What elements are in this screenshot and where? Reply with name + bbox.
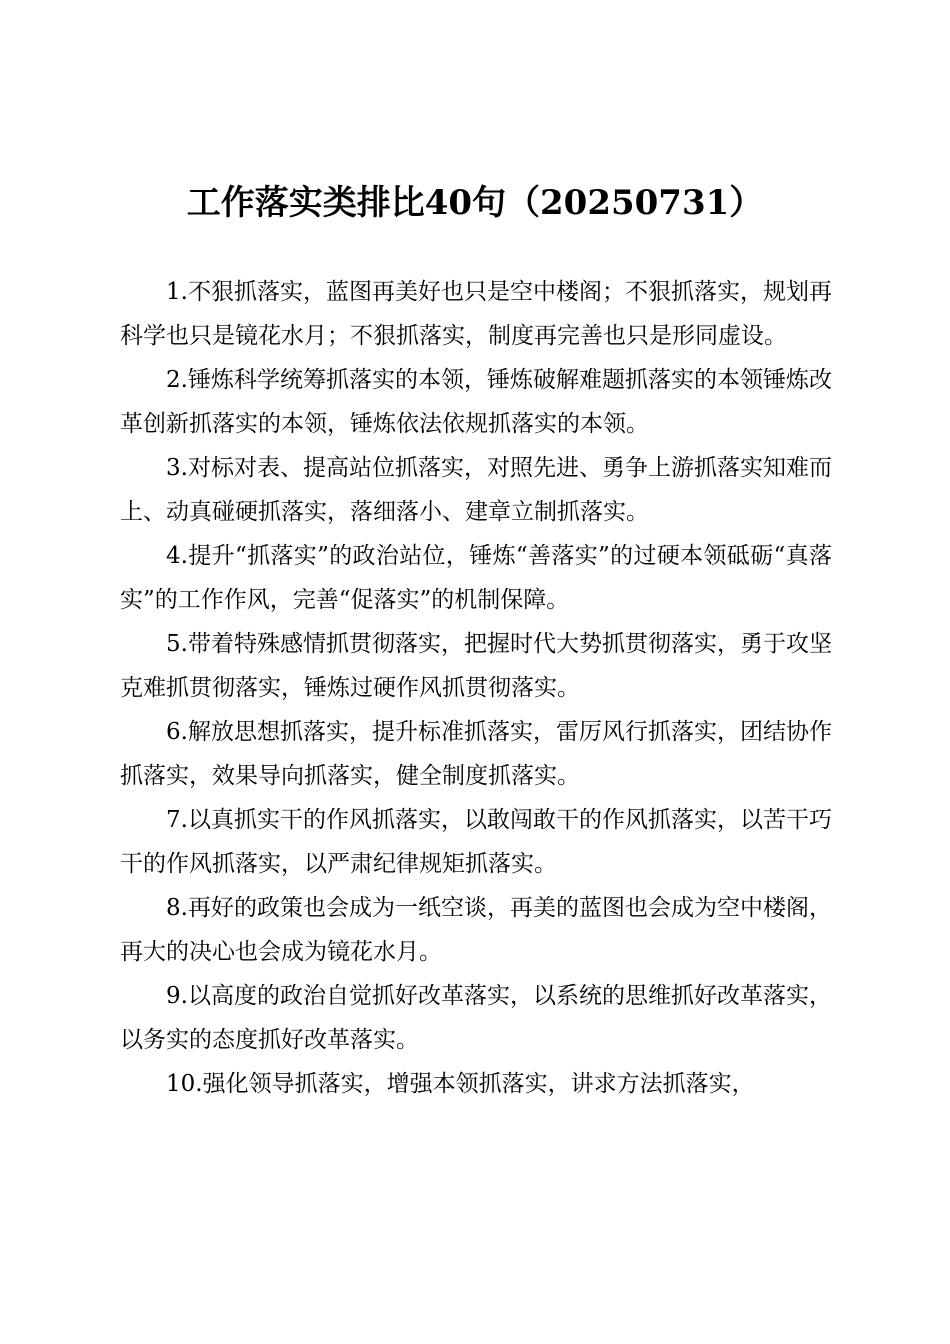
paragraph-3: 3.对标对表、提高站位抓落实，对照先进、勇争上游抓落实知难而上、动真碰硬抓落实，落细落小、建章立制抓落实。 [120,455,832,525]
paragraph-10: 10.强化领导抓落实，增强本领抓落实，讲求方法抓落实， [166,1071,755,1097]
paragraph-5: 5.带着特殊感情抓贯彻落实，把握时代大势抓贯彻落实，勇于攻坚克难抓贯彻落实，锤炼过硬作风抓贯彻落实。 [120,631,832,701]
paragraph-4: 4.提升“抓落实”的政治站位，锤炼“善落实”的过硬本领砥砺“真落实”的工作作风，完善“促落实”的机制保障。 [120,543,832,613]
paragraph-6: 6.解放思想抓落实，提升标准抓落实，雷厉风行抓落实，团结协作抓落实，效果导向抓落实，健全制度抓落实。 [120,719,832,789]
paragraph-1: 1.不狠抓落实，蓝图再美好也只是空中楼阁；不狠抓落实，规划再科学也只是镜花水月；不狠抓落实，制度再完善也只是形同虚设。 [120,279,832,349]
paragraph-2: 2.锤炼科学统筹抓落实的本领，锤炼破解难题抓落实的本领锤炼改革创新抓落实的本领，锤炼依法依规抓落实的本领。 [120,367,832,437]
document-title: 工作落实类排比40句（20250731） [186,183,764,223]
document-body [120,270,832,1106]
paragraph-7: 7.以真抓实干的作风抓落实，以敢闯敢干的作风抓落实，以苦干巧干的作风抓落实，以严肃纪律规矩抓落实。 [120,807,832,877]
paragraph-9: 9.以高度的政治自觉抓好改革落实，以系统的思维抓好改革落实，以务实的态度抓好改革落实。 [120,983,832,1053]
paragraph-8: 8.再好的政策也会成为一纸空谈，再美的蓝图也会成为空中楼阁，再大的决心也会成为镜花水月。 [120,895,832,965]
